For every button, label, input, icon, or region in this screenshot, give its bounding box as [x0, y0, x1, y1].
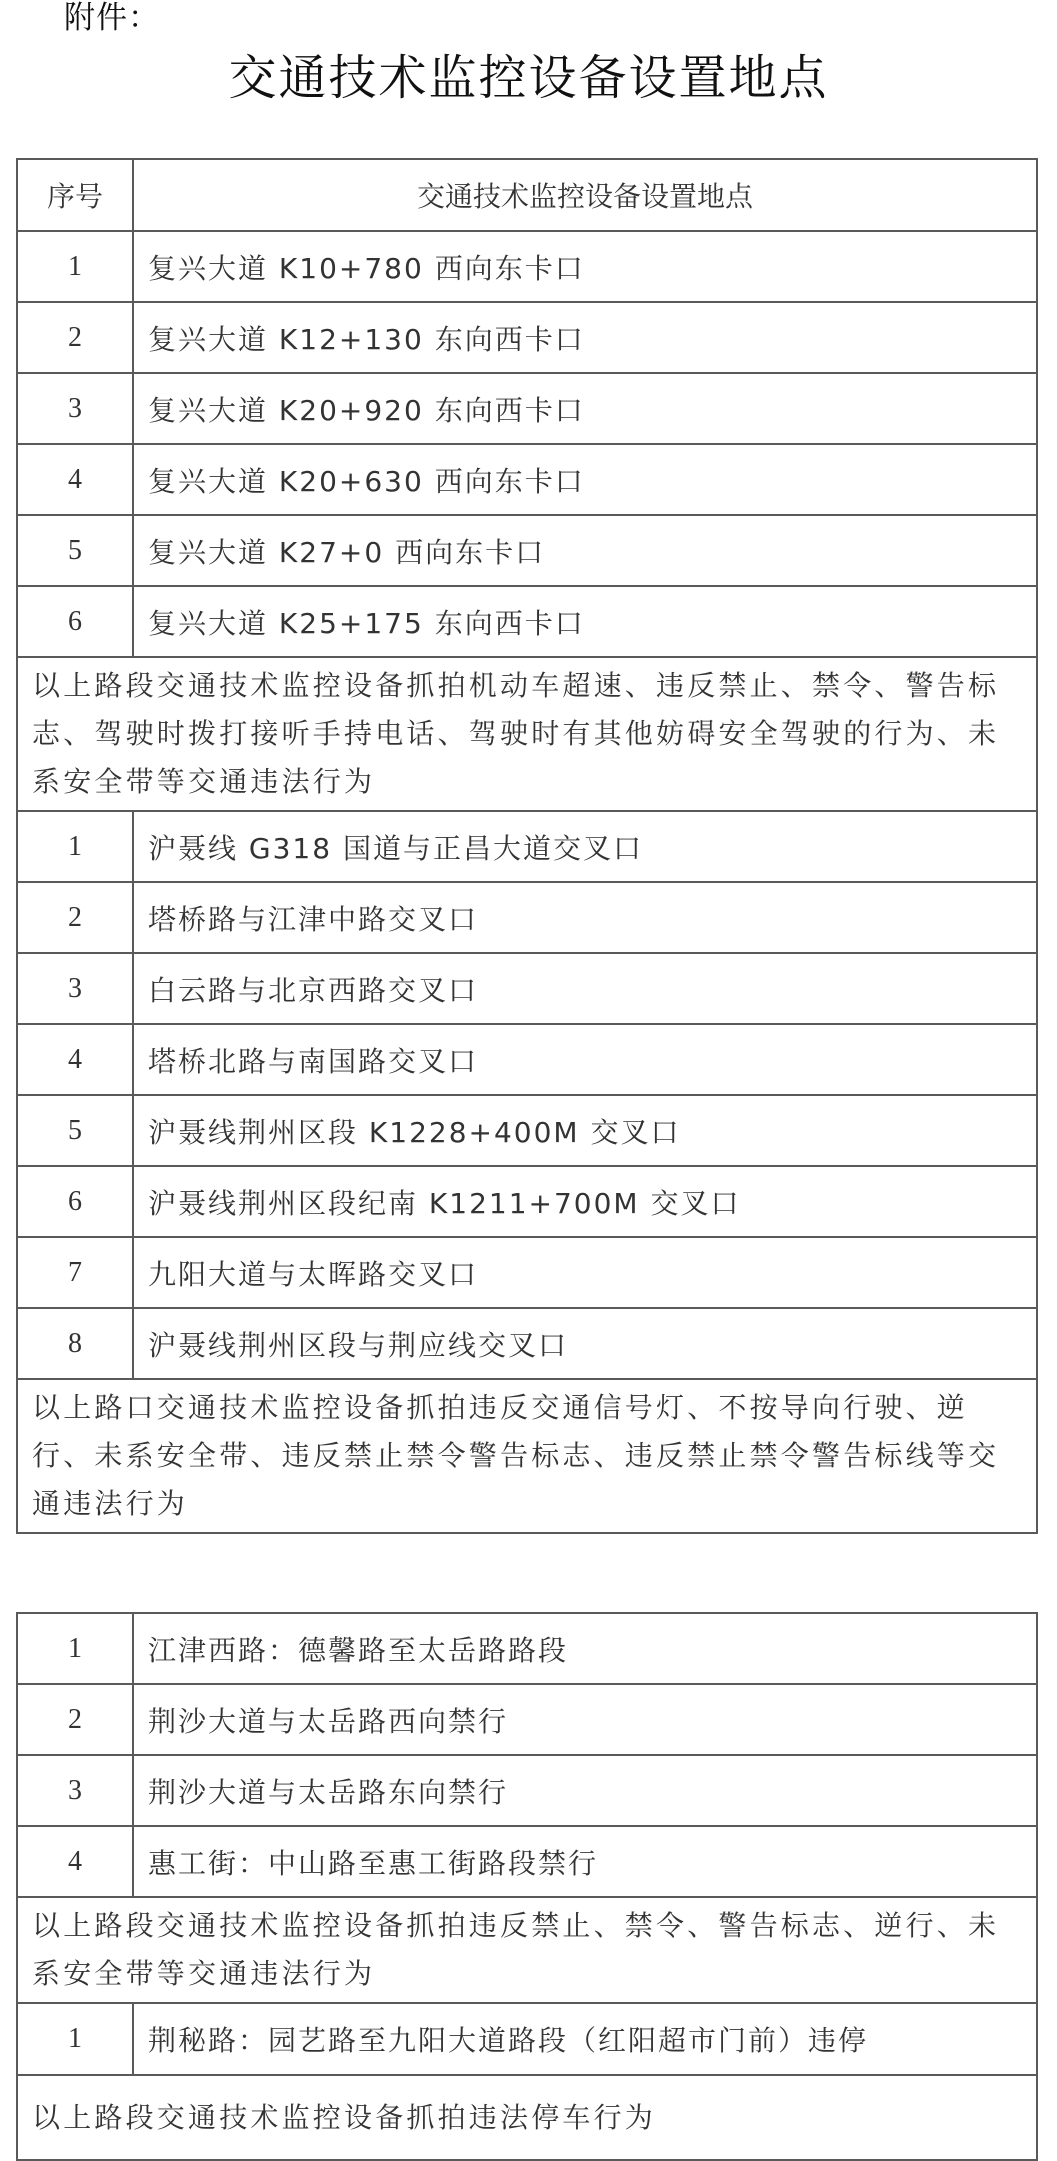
row-location: 沪聂线荆州区段 K1228+400M 交叉口	[133, 1095, 1037, 1166]
row-num: 3	[17, 373, 133, 444]
row-num: 3	[17, 1755, 133, 1826]
row-location: 荆沙大道与太岳路东向禁行	[133, 1755, 1037, 1826]
table-row	[17, 1308, 1037, 1379]
row-num: 2	[17, 302, 133, 373]
header-location: 交通技术监控设备设置地点	[133, 159, 1037, 231]
header-num: 序号	[17, 159, 133, 231]
table-row	[17, 811, 1037, 882]
row-location: 江津西路：德馨路至太岳路路段	[133, 1613, 1037, 1684]
summary-row	[17, 1379, 1037, 1533]
row-location: 复兴大道 K27+0 西向东卡口	[133, 515, 1037, 586]
row-num: 1	[17, 231, 133, 302]
row-num: 2	[17, 882, 133, 953]
row-location: 复兴大道 K12+130 东向西卡口	[133, 302, 1037, 373]
summary-text: 以上路口交通技术监控设备抓拍违反交通信号灯、不按导向行驶、逆行、未系安全带、违反禁止禁令警告标志、违反禁止禁令警告标线等交通违法行为	[17, 1379, 1037, 1533]
row-location: 塔桥路与江津中路交叉口	[133, 882, 1037, 953]
row-num: 5	[17, 515, 133, 586]
table-row	[17, 1166, 1037, 1237]
table-row	[17, 1684, 1037, 1755]
row-num: 4	[17, 444, 133, 515]
table-row	[17, 1024, 1037, 1095]
table-row	[17, 1755, 1037, 1826]
summary-row	[17, 1897, 1037, 2003]
row-num: 4	[17, 1826, 133, 1897]
summary-text: 以上路段交通技术监控设备抓拍违法停车行为	[17, 2075, 1037, 2160]
table-row	[17, 373, 1037, 444]
row-location: 塔桥北路与南国路交叉口	[133, 1024, 1037, 1095]
row-num: 5	[17, 1095, 133, 1166]
table-row	[17, 1237, 1037, 1308]
row-num: 2	[17, 1684, 133, 1755]
row-num: 6	[17, 1166, 133, 1237]
summary-text: 以上路段交通技术监控设备抓拍违反禁止、禁令、警告标志、逆行、未系安全带等交通违法行为	[17, 1897, 1037, 2003]
row-location: 沪聂线荆州区段与荆应线交叉口	[133, 1308, 1037, 1379]
table-row	[17, 444, 1037, 515]
table-row	[17, 953, 1037, 1024]
document-title: 交通技术监控设备设置地点	[228, 50, 829, 106]
row-location: 沪聂线 G318 国道与正昌大道交叉口	[133, 811, 1037, 882]
table-row	[17, 231, 1037, 302]
row-num: 3	[17, 953, 133, 1024]
table-row	[17, 882, 1037, 953]
summary-row	[17, 657, 1037, 811]
table-header-row	[17, 159, 1037, 231]
row-location: 荆沙大道与太岳路西向禁行	[133, 1684, 1037, 1755]
row-num: 7	[17, 1237, 133, 1308]
table-row	[17, 586, 1037, 657]
row-num: 6	[17, 586, 133, 657]
row-num: 8	[17, 1308, 133, 1379]
table-row	[17, 2003, 1037, 2075]
row-num: 4	[17, 1024, 133, 1095]
summary-text: 以上路段交通技术监控设备抓拍机动车超速、违反禁止、禁令、警告标志、驾驶时拨打接听手持电话、驾驶时有其他妨碍安全驾驶的行为、未系安全带等交通违法行为	[17, 657, 1037, 811]
locations-table-2	[16, 1612, 1038, 2161]
summary-row	[17, 2075, 1037, 2160]
table-row	[17, 1095, 1037, 1166]
table-row	[17, 1613, 1037, 1684]
row-location: 复兴大道 K20+630 西向东卡口	[133, 444, 1037, 515]
row-num: 1	[17, 2003, 133, 2075]
row-num: 1	[17, 811, 133, 882]
attachment-label: 附件：	[64, 0, 160, 36]
row-location: 复兴大道 K20+920 东向西卡口	[133, 373, 1037, 444]
row-location: 白云路与北京西路交叉口	[133, 953, 1037, 1024]
row-location: 复兴大道 K10+780 西向东卡口	[133, 231, 1037, 302]
table-row	[17, 302, 1037, 373]
row-location: 复兴大道 K25+175 东向西卡口	[133, 586, 1037, 657]
row-location: 荆秘路：园艺路至九阳大道路段（红阳超市门前）违停	[133, 2003, 1037, 2075]
row-num: 1	[17, 1613, 133, 1684]
row-location: 沪聂线荆州区段纪南 K1211+700M 交叉口	[133, 1166, 1037, 1237]
row-location: 惠工街：中山路至惠工街路段禁行	[133, 1826, 1037, 1897]
table-row	[17, 1826, 1037, 1897]
locations-table-1	[16, 158, 1038, 1534]
row-location: 九阳大道与太晖路交叉口	[133, 1237, 1037, 1308]
table-row	[17, 515, 1037, 586]
